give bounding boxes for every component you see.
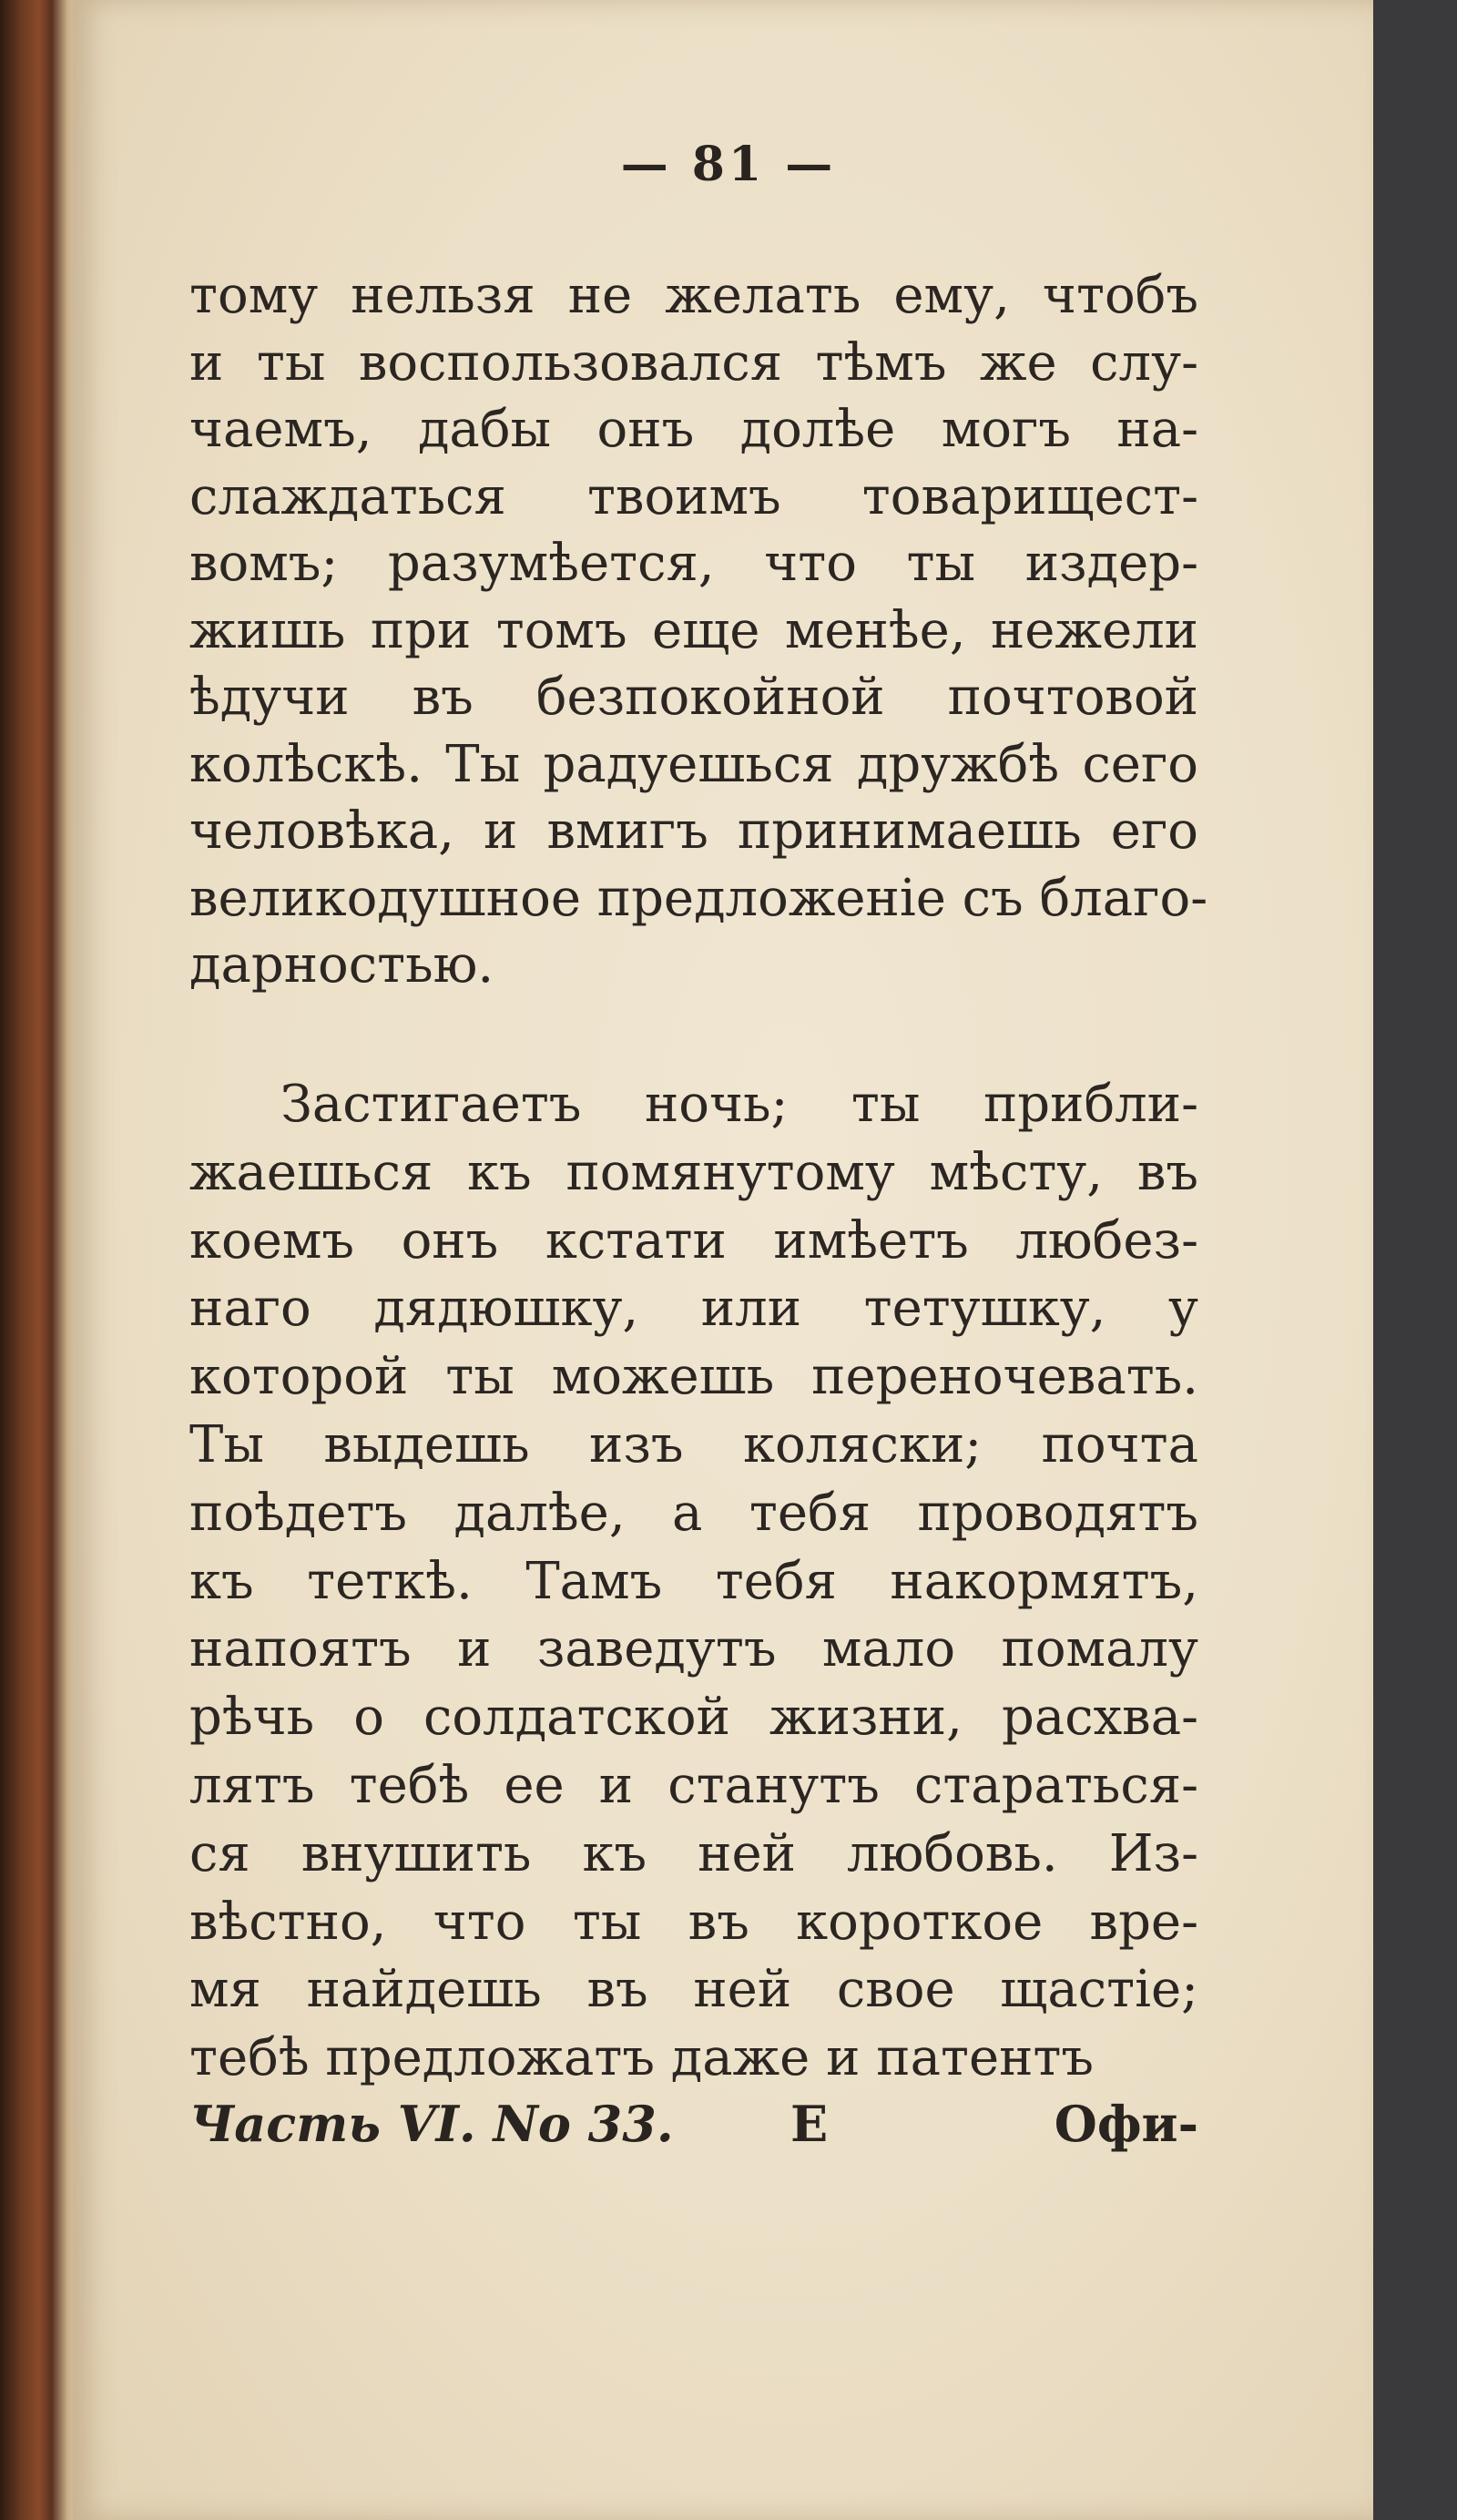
text-line: ся внушить къ ней любовь. Из- (189, 1823, 1198, 1883)
text-line: Ты выдешь изъ коляски; почта (189, 1415, 1198, 1474)
text-line: человѣка, и вмигъ принимаешь его (189, 801, 1198, 861)
text-line: слаждаться твоимъ товарищест- (189, 466, 1198, 526)
text-line: вѣстно, что ты въ короткое вре- (189, 1892, 1198, 1952)
signature-mark: Часть VI. No 33. (189, 2095, 674, 2153)
text-line: которой ты можешь переночевать. (189, 1347, 1198, 1407)
text-line: лятъ тебѣ ее и станутъ стараться- (189, 1756, 1198, 1815)
text-line: жаешься къ помянутому мѣсту, въ (189, 1142, 1198, 1202)
text-line: вомъ; разумѣется, что ты издер- (189, 534, 1198, 593)
sheet-mark: E (790, 2095, 829, 2153)
text-line: Застигаетъ ночь; ты прибли- (280, 1075, 1198, 1134)
text-line: поѣдетъ далѣе, а тебя проводятъ (189, 1483, 1198, 1543)
text-line: къ теткѣ. Тамъ тебя накормятъ, (189, 1551, 1198, 1611)
text-line: мя найдешь въ ней свое щастіе; (189, 1960, 1198, 2020)
text-line: чаемъ, дабы онъ долѣе могъ на- (189, 400, 1198, 459)
catchword: Офи- (1054, 2095, 1198, 2153)
text-line: рѣчь о солдатской жизни, расхва- (189, 1688, 1198, 1748)
page-number: — 81 — (620, 137, 837, 192)
text-line: тебѣ предложатъ даже и патентъ (189, 2028, 1095, 2088)
text-line: и ты воспользовался тѣмъ же слу- (189, 332, 1198, 393)
text-line: великодушное предложеніе съ благо- (189, 868, 1208, 928)
text-line: коемъ онъ кстати имѣетъ любез- (189, 1210, 1198, 1270)
text-line: колѣскѣ. Ты радуешься дружбѣ сего (189, 734, 1198, 794)
text-line: дарностью. (189, 935, 494, 995)
text-line: жишь при томъ еще менѣе, нежели (189, 600, 1198, 660)
text-line: ѣдучи въ безпокойной почтовой (189, 668, 1198, 727)
text-line: тому нельзя не желать ему, чтобъ (189, 266, 1198, 325)
text-line: наго дядюшку, или тетушку, у (189, 1279, 1198, 1339)
text-line: напоятъ и заведутъ мало помалу (189, 1619, 1198, 1679)
